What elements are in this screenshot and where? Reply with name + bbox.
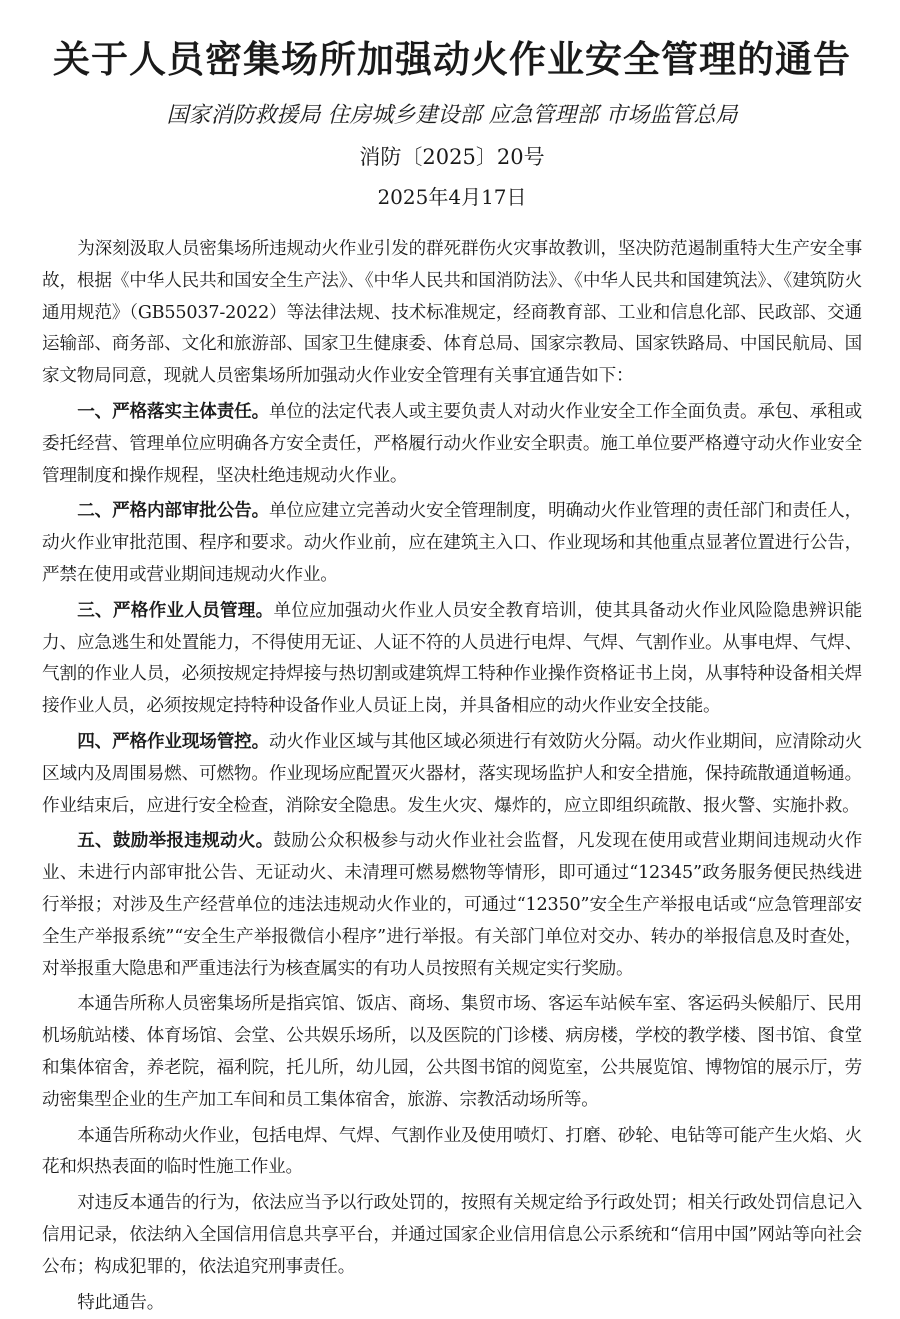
- document-body: [42, 234, 862, 1319]
- paragraph-intro: 为深刻汲取人员密集场所违规动火作业引发的群死群伤火灾事故教训，坚决防范遏制重特大生产安全事故，根据《中华人民共和国安全生产法》、《中华人民共和国消防法》、《中华人民共和国建筑法》、《建筑防火通用规范》（GB55037-2022）等法律法规、技术标准规定，经商教育部、工业和信息化部、民政部、交通运输部、商务部、文化和旅游部、国家卫生健康委、体育总局、国家宗教局、国家铁路局、中国民航局、国家文物局同意，现就人员密集场所加强动火作业安全管理有关事宜通告如下：: [42, 234, 862, 393]
- paragraph-item-5: 五、鼓励举报违规动火。鼓励公众积极参与动火作业社会监督，凡发现在使用或营业期间违规动火作业、未进行内部审批公告、无证动火、未清理可燃易燃物等情形，即可通过“12345”政务服务便民热线进行举报；对涉及生产经营单位的违法违规动火作业的，可通过“12350”安全生产举报电话或“应急管理部安全生产举报系统”“安全生产举报微信小程序”进行举报。有关部门单位对交办、转办的举报信息及时查处，对举报重大隐患和严重违法行为核查属实的有功人员按照有关规定实行奖励。: [42, 826, 862, 985]
- paragraph-definition-hotwork: 本通告所称动火作业，包括电焊、气焊、气割作业及使用喷灯、打磨、砂轮、电钻等可能产生火焰、火花和炽热表面的临时性施工作业。: [42, 1121, 862, 1185]
- paragraph-item-2: 二、严格内部审批公告。单位应建立完善动火安全管理制度，明确动火作业管理的责任部门和责任人，动火作业审批范围、程序和要求。动火作业前，应在建筑主入口、作业现场和其他重点显著位置进行公告，严禁在使用或营业期间违规动火作业。: [42, 496, 862, 591]
- item-heading: 五、鼓励举报违规动火。: [77, 831, 273, 851]
- document-title: 关于人员密集场所加强动火作业安全管理的通告: [42, 34, 862, 86]
- item-heading: 二、严格内部审批公告。: [77, 501, 269, 521]
- paragraph-closing: 特此通告。: [42, 1288, 862, 1319]
- paragraph-item-1: 一、严格落实主体责任。单位的法定代表人或主要负责人对动火作业安全工作全面负责。承包、承租或委托经营、管理单位应明确各方安全责任，严格履行动火作业安全职责。施工单位要严格遵守动火作业安全管理制度和操作规程，坚决杜绝违规动火作业。: [42, 397, 862, 492]
- paragraph-definition-venues: 本通告所称人员密集场所是指宾馆、饭店、商场、集贸市场、客运车站候车室、客运码头候船厅、民用机场航站楼、体育场馆、会堂、公共娱乐场所，以及医院的门诊楼、病房楼，学校的教学楼、图书馆、食堂和集体宿舍，养老院，福利院，托儿所，幼儿园，公共图书馆的阅览室，公共展览馆、博物馆的展示厅，劳动密集型企业的生产加工车间和员工集体宿舍，旅游、宗教活动场所等。: [42, 989, 862, 1116]
- item-heading: 三、严格作业人员管理。: [77, 601, 273, 621]
- item-heading: 四、严格作业现场管控。: [77, 732, 269, 752]
- issue-date: 2025年4月17日: [42, 182, 862, 212]
- paragraph-item-4: 四、严格作业现场管控。动火作业区域与其他区域必须进行有效防火分隔。动火作业期间，应清除动火区域内及周围易燃、可燃物。作业现场应配置灭火器材，落实现场监护人和安全措施，保持疏散通道畅通。作业结束后，应进行安全检查，消除安全隐患。发生火灾、爆炸的，应立即组织疏散、报火警、实施扑救。: [42, 727, 862, 822]
- paragraph-penalties: 对违反本通告的行为，依法应当予以行政处罚的，按照有关规定给予行政处罚；相关行政处罚信息记入信用记录，依法纳入全国信用信息共享平台，并通过国家企业信用信息公示系统和“信用中国”网站等向社会公布；构成犯罪的，依法追究刑事责任。: [42, 1188, 862, 1283]
- document-number: 消防〔2025〕20号: [42, 142, 862, 172]
- item-heading: 一、严格落实主体责任。: [77, 402, 269, 422]
- issuing-agencies: 国家消防救援局 住房城乡建设部 应急管理部 市场监管总局: [42, 100, 862, 132]
- paragraph-item-3: 三、严格作业人员管理。单位应加强动火作业人员安全教育培训，使其具备动火作业风险隐患辨识能力、应急逃生和处置能力，不得使用无证、人证不符的人员进行电焊、气焊、气割作业。从事电焊、气焊、气割的作业人员，必须按规定持焊接与热切割或建筑焊工特种作业操作资格证书上岗，从事特种设备相关焊接作业人员，必须按规定持特种设备作业人员证上岗，并具备相应的动火作业安全技能。: [42, 596, 862, 723]
